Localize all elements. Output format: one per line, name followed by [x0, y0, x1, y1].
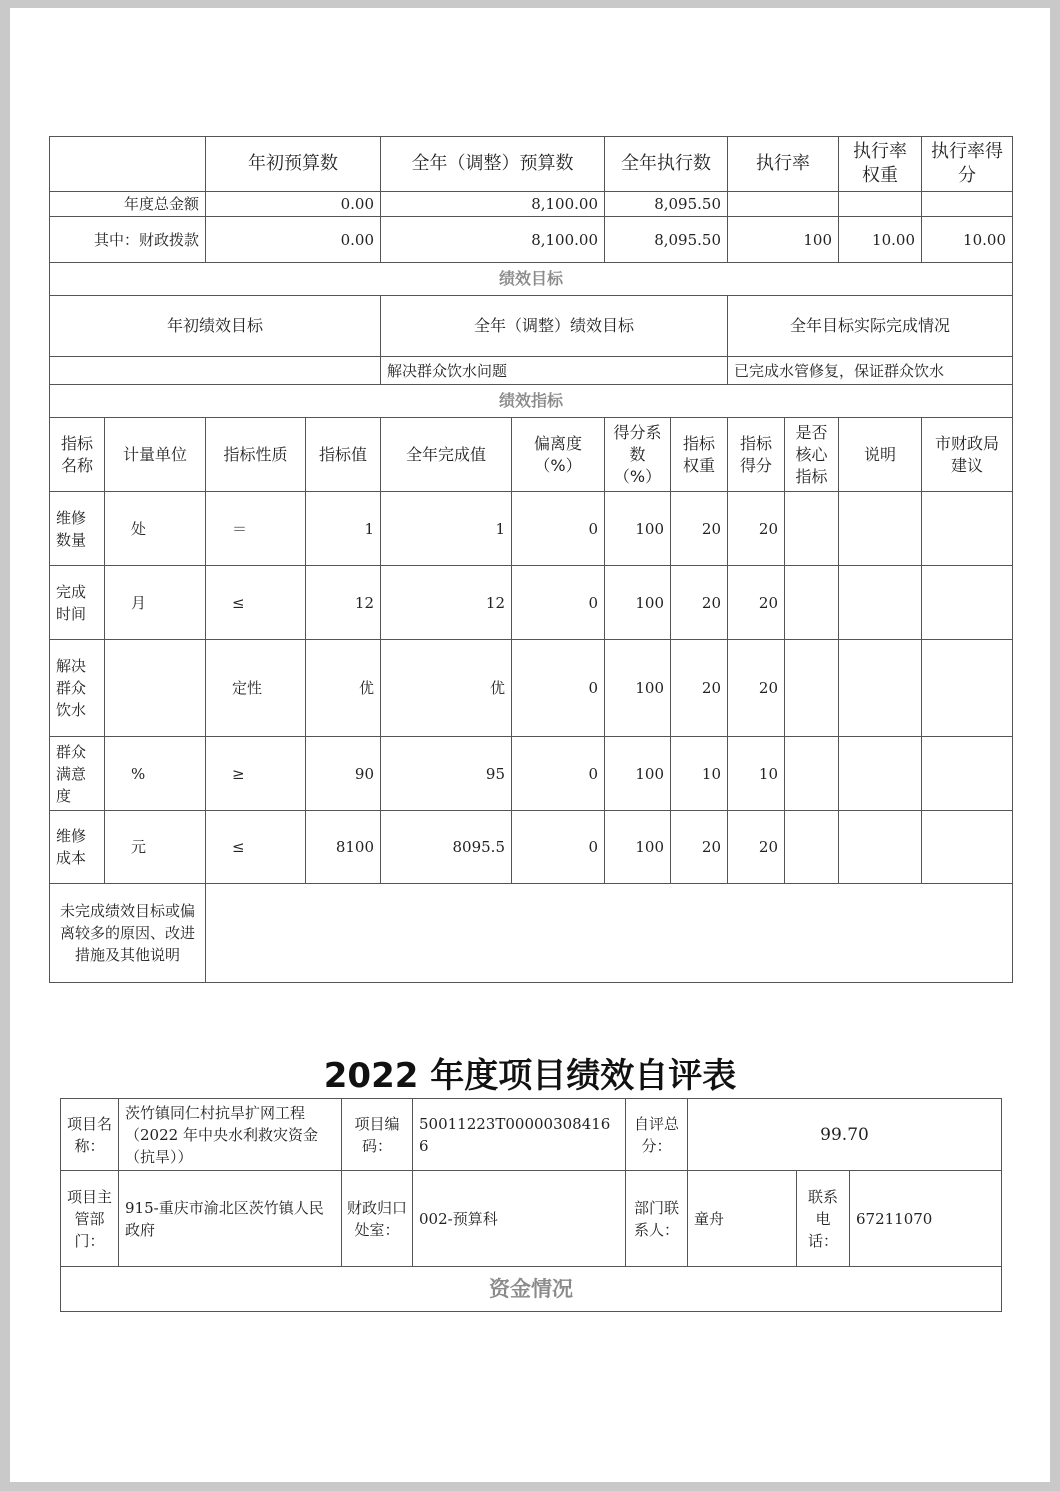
ind-header-name: 指标名称: [50, 418, 105, 492]
ind-name: 完成时间: [50, 566, 105, 640]
budget-corner: [50, 137, 206, 192]
ind-score: 10: [728, 737, 785, 811]
ind-deviation: 0: [512, 811, 605, 884]
ind-advice: [922, 811, 1013, 884]
remark-label: 未完成绩效目标或偏离较多的原因、改进措施及其他说明: [50, 884, 206, 983]
ind-coefficient: 100: [605, 492, 671, 566]
budget-cell: [922, 192, 1013, 217]
budget-header-initial: 年初预算数: [206, 137, 381, 192]
goal-value-adjusted: 解决群众饮水问题: [381, 357, 728, 385]
ind-score: 20: [728, 640, 785, 737]
ind-nature: ≥: [206, 737, 306, 811]
ind-actual: 8095.5: [381, 811, 512, 884]
ind-name: 维修成本: [50, 811, 105, 884]
contact-value: 童舟: [688, 1171, 797, 1267]
ind-header-unit: 计量单位: [105, 418, 206, 492]
ind-note: [839, 566, 922, 640]
ind-note: [839, 811, 922, 884]
ind-note: [839, 737, 922, 811]
ind-advice: [922, 737, 1013, 811]
ind-target: 12: [306, 566, 381, 640]
budget-row-fiscal-label: 其中：财政拨款: [50, 217, 206, 263]
ind-unit: 月: [105, 566, 206, 640]
project-code-label: 项目编码：: [342, 1099, 413, 1171]
document-page: [10, 8, 1050, 1482]
table-row: [50, 811, 1013, 884]
ind-score: 20: [728, 811, 785, 884]
ind-target: 8100: [306, 811, 381, 884]
table-row: [50, 737, 1013, 811]
ind-actual: 优: [381, 640, 512, 737]
budget-row-total-label: 年度总金额: [50, 192, 206, 217]
table-row: [50, 492, 1013, 566]
ind-nature: ≤: [206, 566, 306, 640]
goal-value-initial: [50, 357, 381, 385]
budget-cell: 10.00: [839, 217, 922, 263]
ind-actual: 1: [381, 492, 512, 566]
ind-advice: [922, 492, 1013, 566]
budget-header-rate: 执行率: [728, 137, 839, 192]
ind-deviation: 0: [512, 566, 605, 640]
ind-header-advice: 市财政局建议: [922, 418, 1013, 492]
budget-cell: 8,100.00: [381, 217, 605, 263]
ind-nature: 定性: [206, 640, 306, 737]
ind-name: 维修数量: [50, 492, 105, 566]
ind-header-note: 说明: [839, 418, 922, 492]
budget-cell: 0.00: [206, 217, 381, 263]
budget-cell: 100: [728, 217, 839, 263]
table-row: [50, 640, 1013, 737]
score-value: 99.70: [688, 1099, 1002, 1171]
table-row: [50, 566, 1013, 640]
ind-nature: ≤: [206, 811, 306, 884]
ind-actual: 12: [381, 566, 512, 640]
budget-header-rate-weight: 执行率权重: [839, 137, 922, 192]
ind-header-coefficient: 得分系数（%）: [605, 418, 671, 492]
ind-name: 群众满意度: [50, 737, 105, 811]
dept-label: 项目主管部门：: [61, 1171, 119, 1267]
goal-header-actual: 全年目标实际完成情况: [728, 296, 1013, 357]
ind-weight: 20: [671, 640, 728, 737]
ind-coefficient: 100: [605, 640, 671, 737]
ind-header-actual: 全年完成值: [381, 418, 512, 492]
ind-deviation: 0: [512, 640, 605, 737]
ind-weight: 20: [671, 566, 728, 640]
ind-deviation: 0: [512, 737, 605, 811]
ind-unit: 处: [105, 492, 206, 566]
ind-target: 优: [306, 640, 381, 737]
ind-header-target: 指标值: [306, 418, 381, 492]
budget-cell: [728, 192, 839, 217]
project-name: 茨竹镇同仁村抗旱扩网工程（2022 年中央水利救灾资金（抗旱））: [119, 1099, 342, 1171]
ind-core: [785, 566, 839, 640]
ind-unit: [105, 640, 206, 737]
ind-weight: 10: [671, 737, 728, 811]
ind-coefficient: 100: [605, 566, 671, 640]
ind-score: 20: [728, 492, 785, 566]
ind-core: [785, 811, 839, 884]
phone-label: 联系电话：: [797, 1171, 850, 1267]
ind-core: [785, 737, 839, 811]
remark-value: [206, 884, 1013, 983]
contact-label: 部门联系人：: [626, 1171, 688, 1267]
ind-note: [839, 640, 922, 737]
indicators-section-title: 绩效指标: [50, 385, 1013, 418]
budget-cell: [839, 192, 922, 217]
ind-coefficient: 100: [605, 737, 671, 811]
project-name-label: 项目名称：: [61, 1099, 119, 1171]
goal-header-adjusted: 全年（调整）绩效目标: [381, 296, 728, 357]
project-code: 50011223T000003084166: [413, 1099, 626, 1171]
dept-value: 915-重庆市渝北区茨竹镇人民政府: [119, 1171, 342, 1267]
ind-header-weight: 指标权重: [671, 418, 728, 492]
ind-advice: [922, 566, 1013, 640]
ind-header-core: 是否核心指标: [785, 418, 839, 492]
phone-value: 67211070: [850, 1171, 1002, 1267]
ind-name: 解决群众饮水: [50, 640, 105, 737]
ind-score: 20: [728, 566, 785, 640]
ind-nature: ＝: [206, 492, 306, 566]
ind-note: [839, 492, 922, 566]
office-value: 002-预算科: [413, 1171, 626, 1267]
ind-header-nature: 指标性质: [206, 418, 306, 492]
goal-header-initial: 年初绩效目标: [50, 296, 381, 357]
ind-weight: 20: [671, 492, 728, 566]
budget-cell: 8,100.00: [381, 192, 605, 217]
budget-cell: 10.00: [922, 217, 1013, 263]
ind-weight: 20: [671, 811, 728, 884]
ind-unit: %: [105, 737, 206, 811]
budget-cell: 0.00: [206, 192, 381, 217]
ind-actual: 95: [381, 737, 512, 811]
project-info-table: [60, 1098, 1002, 1312]
ind-header-score: 指标得分: [728, 418, 785, 492]
performance-table: [49, 136, 1013, 983]
ind-target: 90: [306, 737, 381, 811]
ind-core: [785, 492, 839, 566]
funds-section-title: 资金情况: [61, 1267, 1002, 1312]
budget-header-rate-score: 执行率得分: [922, 137, 1013, 192]
ind-target: 1: [306, 492, 381, 566]
office-label: 财政归口处室：: [342, 1171, 413, 1267]
ind-deviation: 0: [512, 492, 605, 566]
goal-value-actual: 已完成水管修复，保证群众饮水: [728, 357, 1013, 385]
budget-header-executed: 全年执行数: [605, 137, 728, 192]
ind-advice: [922, 640, 1013, 737]
form-title: 2022 年度项目绩效自评表: [323, 1056, 737, 1096]
score-label: 自评总分：: [626, 1099, 688, 1171]
ind-coefficient: 100: [605, 811, 671, 884]
budget-header-adjusted: 全年（调整）预算数: [381, 137, 605, 192]
ind-unit: 元: [105, 811, 206, 884]
budget-cell: 8,095.50: [605, 217, 728, 263]
ind-core: [785, 640, 839, 737]
budget-cell: 8,095.50: [605, 192, 728, 217]
goals-section-title: 绩效目标: [50, 263, 1013, 296]
ind-header-deviation: 偏离度（%）: [512, 418, 605, 492]
